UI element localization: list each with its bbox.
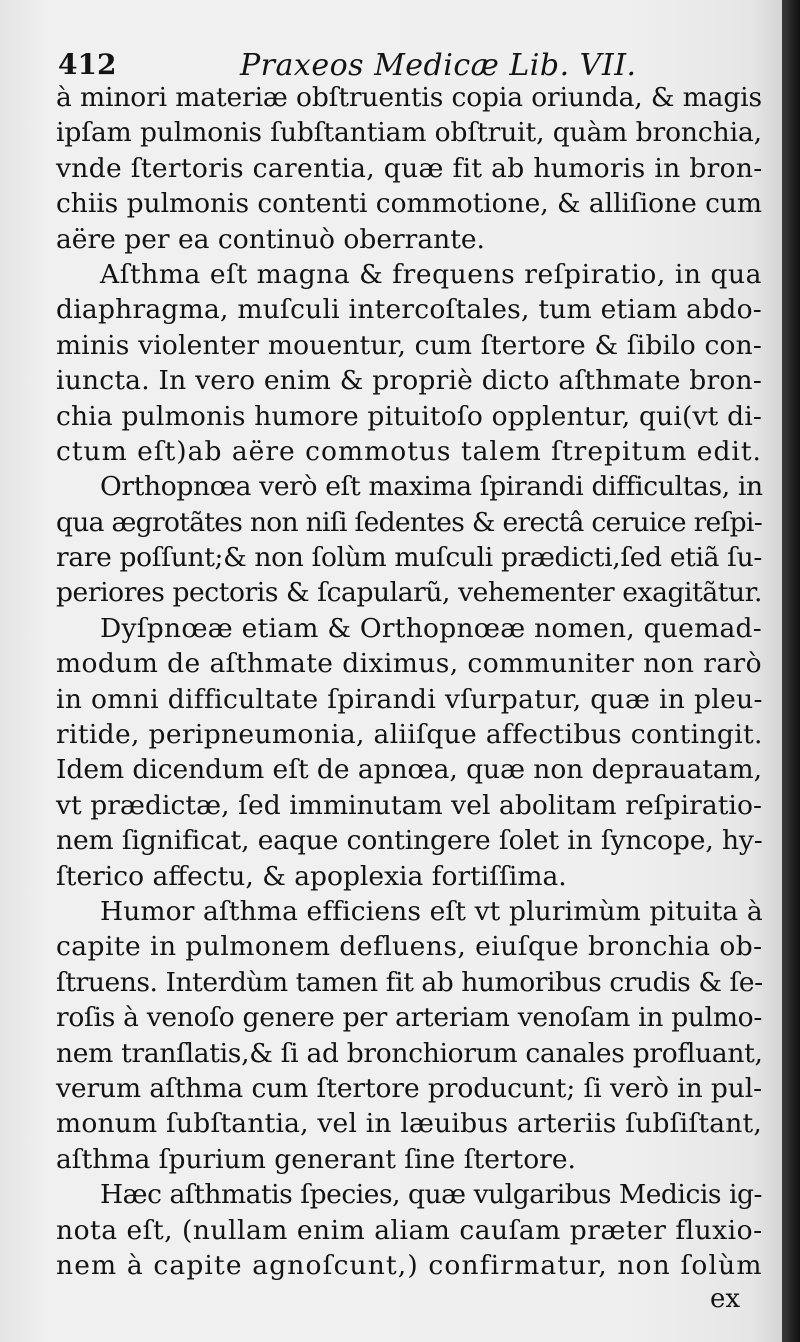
text-line: nem tranſlatis,& ſi ad bronchiorum canales profluant, (56, 1037, 763, 1069)
catchword: ex (709, 1284, 740, 1314)
text-line: ipſam pulmonis ſubſtantiam obſtruit, quàm bronchia, (56, 117, 762, 149)
running-title: Praxeos Medicæ Lib. VII. (240, 48, 637, 83)
text-line: capite in pulmonem defluens, eiuſque bronchia ob- (56, 931, 763, 963)
text-line: vnde ſtertoris carentia, quæ fit ab humoris in bron- (56, 152, 763, 184)
text-line: monum ſubſtantia, vel in læuibus arteriis ſubſiſtant, (56, 1108, 762, 1140)
text-line: nem ſignificat, eaque contingere ſolet in ſyncope, hy- (56, 825, 763, 857)
text-line: Dyſpnœæ etiam & Orthopnœæ nomen, quemad- (100, 612, 762, 644)
text-line: verum aſthma cum ſtertore producunt; ſi verò in pul- (56, 1072, 762, 1104)
text-line: Orthopnœa verò eſt maxima ſpirandi difficultas, in (100, 471, 763, 503)
text-line: aëre per ea continuò oberrante. (56, 223, 485, 255)
text-line: nota eſt, (nullam enim aliam cauſam præter fluxio- (56, 1214, 763, 1246)
text-line: ritide, peripneumonia, aliiſque affectibus contingit. (56, 719, 763, 751)
text-line: ctum eſt)ab aëre commotus talem ſtrepitum edit. (56, 435, 762, 467)
text-line: ſtruens. Interdùm tamen fit ab humoribus crudis & ſe- (56, 966, 763, 998)
text-line: nem à capite agnoſcunt,) confirmatur, non ſolùm (56, 1249, 763, 1281)
text-line: aſthma ſpurium generant ſine ſtertore. (56, 1143, 576, 1175)
text-line: Hæc aſthmatis ſpecies, quæ vulgaribus Medicis ig- (100, 1179, 762, 1211)
text-line: ſterico affectu, & apoplexia fortiſſima. (56, 860, 567, 892)
text-line: vt prædictæ, ſed imminutam vel abolitam reſpiratio- (56, 789, 762, 821)
page-number: 412 (58, 48, 117, 81)
text-line: Humor aſthma efficiens eſt vt plurimùm pituita à (100, 895, 763, 927)
text-line: Idem dicendum eſt de apnœa, quæ non deprauatam, (56, 754, 762, 786)
text-line: roſis à venoſo genere per arteriam venoſam in pulmo- (56, 1002, 762, 1034)
text-line: rare poſſunt;& non ſolùm muſculi prædicti,ſed etiã ſu- (56, 542, 762, 574)
text-line: Aſthma eſt magna & frequens reſpiratio, in qua (100, 258, 762, 290)
text-line: minis violenter mouentur, cum ſtertore & ſibilo con- (56, 329, 762, 361)
text-line: à minori materiæ obſtruentis copia oriunda, & magis (56, 82, 762, 113)
text-line: qua ægrotãtes non niſi ſedentes & erectâ ceruice reſpi- (56, 506, 762, 538)
text-line: iuncta. In vero enim & propriè dicto aſthmate bron- (56, 365, 762, 397)
page-edge-shadow (782, 0, 800, 1342)
text-line: modum de aſthmate diximus, communiter non rarò (56, 648, 762, 680)
text-line: chiis pulmonis contenti commotione, & alliſione cum (56, 188, 762, 220)
text-line: in omni difficultate ſpirandi vſurpatur, quæ in pleu- (56, 683, 763, 715)
text-line: chia pulmonis humore pituitoſo opplentur, qui(vt di- (56, 400, 762, 432)
text-line: periores pectoris & ſcapularũ, vehementer exagitãtur. (56, 577, 762, 609)
body-text (56, 80, 762, 1283)
text-line: diaphragma, muſculi intercoſtales, tum etiam abdo- (56, 294, 762, 326)
